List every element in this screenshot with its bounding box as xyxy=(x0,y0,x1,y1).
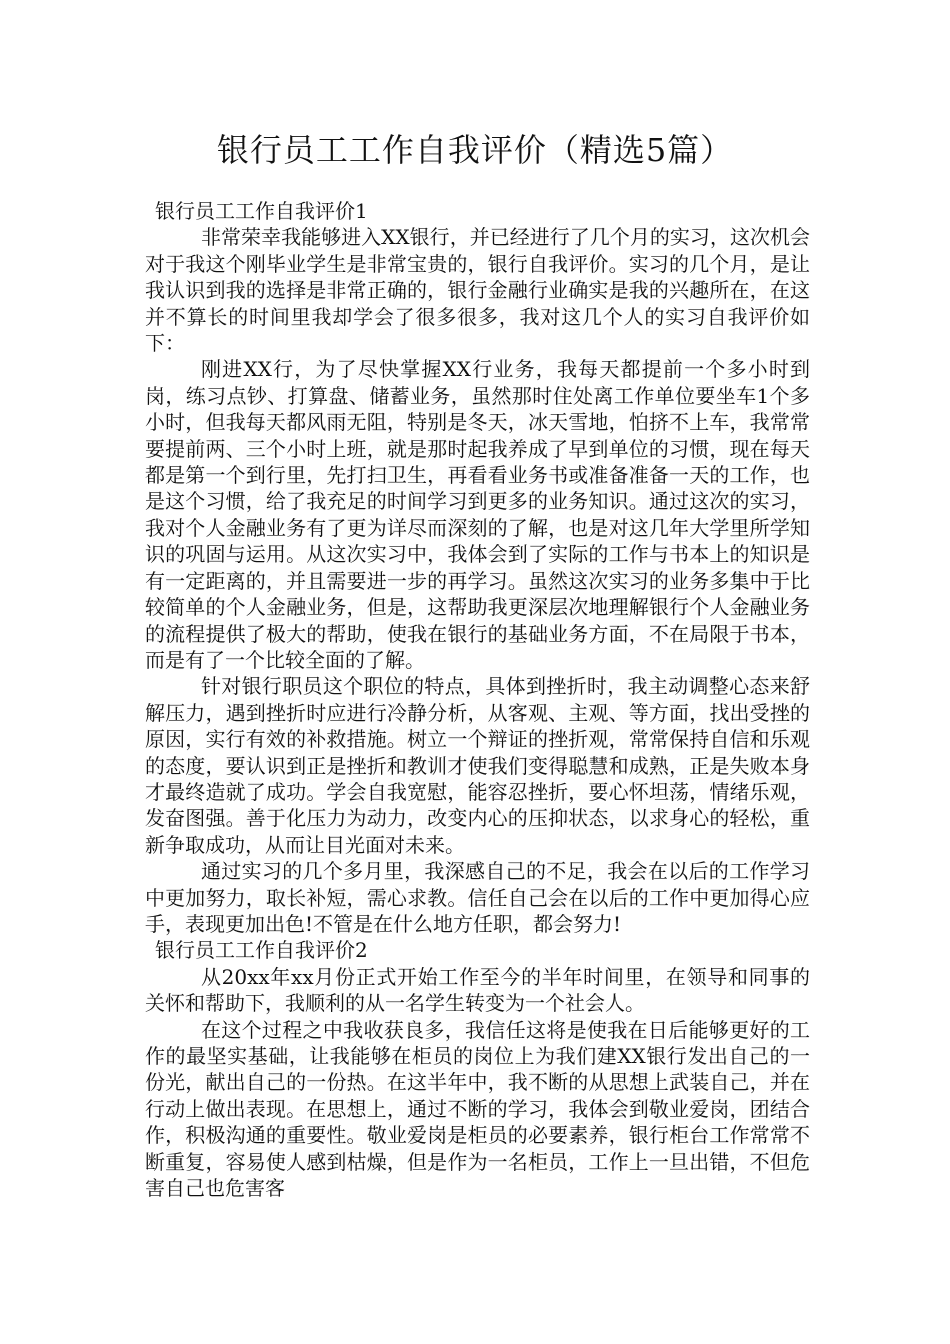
paragraph: 在这个过程之中我收获良多，我信任这将是使我在日后能够更好的工作的最坚实基础，让我能够在柜员的岗位上为我们建XX银行发出自己的一份光，献出自己的一份热。在这半年中，我不断的从思想上武装自己，并在行动上做出表现。在思想上，通过不断的学习，我体会到敬业爱岗，团结合作，积极沟通的重要性。敬业爱岗是柜员的必要素养，银行柜台工作常常不断重复，容易使人感到枯燥，但是作为一名柜员，工作上一旦出错，不但危害自己也危害客 xyxy=(145,1017,810,1201)
section-heading: 银行员工工作自我评价1 xyxy=(155,199,368,223)
paragraph: 针对银行职员这个职位的特点，具体到挫折时，我主动调整心态来舒解压力，遇到挫折时应进行冷静分析，从客观、主观、等方面，找出受挫的原因，实行有效的补救措施。树立一个辩证的挫折观，常常保持自信和乐观的态度，要认识到正是挫折和教训才使我们变得聪慧和成熟，正是失败本身才最终造就了成功。学会自我宽慰，能容忍挫折，要心怀坦荡，情绪乐观，发奋图强。善于化压力为动力，改变内心的压抑状态，以求身心的轻松，重新争取成功，从而让目光面对未来。 xyxy=(145,674,810,857)
paragraph: 通过实习的几个多月里，我深感自己的不足，我会在以后的工作学习中更加努力，取长补短，需心求教。信任自己会在以后的工作中更加得心应手，表现更加出色!不管是在什么地方任职，都会努力! xyxy=(145,859,810,936)
paragraph: 刚进XX行，为了尽快掌握XX行业务，我每天都提前一个多小时到岗，练习点钞、打算盘、储蓄业务，虽然那时住处离工作单位要坐车1个多小时，但我每天都风雨无阻，特别是冬天，冰天雪地，怕挤不上车，我常常要提前两、三个小时上班，就是那时起我养成了早到单位的习惯，现在每天都是第一个到行里，先打扫卫生，再看看业务书或准备准备一天的工作，也是这个习惯，给了我充足的时间学习到更多的业务知识。通过这次的实习，我对个人金融业务有了更为详尽而深刻的了解，也是对这几年大学里所学知识的巩固与运用。从这次实习中，我体会到了实际的工作与书本上的知识是有一定距离的，并且需要进一步的再学习。虽然这次实习的业务多集中于比较简单的个人金融业务，但是，这帮助我更深层次地理解银行个人金融业务的流程提供了极大的帮助，使我在银行的基础业务方面，不在局限于书本，而是有了一个比较全面的了解。 xyxy=(145,357,810,672)
section-2 xyxy=(145,937,810,1201)
document-title: 银行员工工作自我评价（精选5篇） xyxy=(216,131,734,169)
paragraph: 非常荣幸我能够进入XX银行，并已经进行了几个月的实习，这次机会对于我这个刚毕业学生是非常宝贵的，银行自我评价。实习的几个月，是让我认识到我的选择是非常正确的，银行金融行业确实是我的兴趣所在，在这并不算长的时间里我却学会了很多很多，我对这几个人的实习自我评价如下： xyxy=(145,225,810,356)
paragraph: 从20xx年xx月份正式开始工作至今的半年时间里，在领导和同事的关怀和帮助下，我顺利的从一名学生转变为一个社会人。 xyxy=(145,964,810,1016)
document-body xyxy=(145,198,810,1201)
section-heading: 银行员工工作自我评价2 xyxy=(155,938,368,963)
section-1 xyxy=(145,198,810,937)
